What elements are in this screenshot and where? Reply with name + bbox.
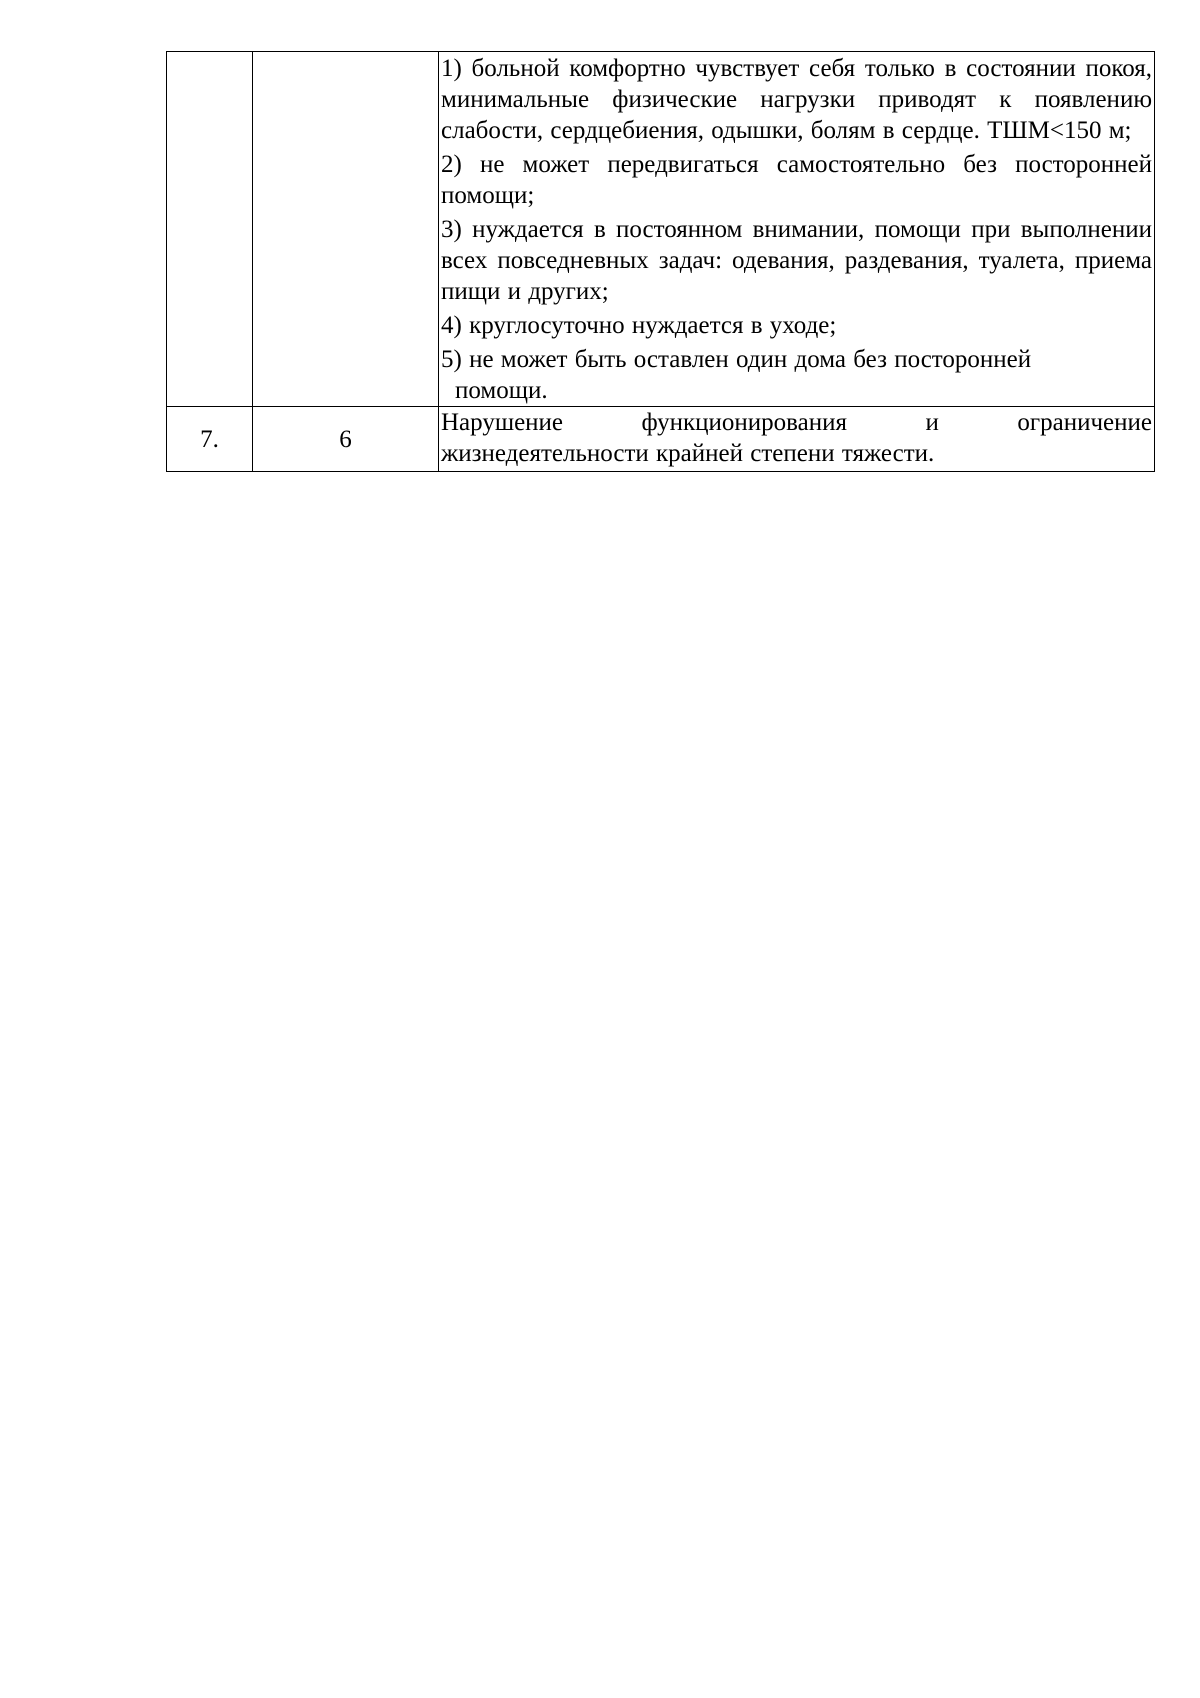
criterion-paragraph-5 [441, 344, 1152, 406]
criterion-paragraph-5-tail: помощи. [455, 377, 548, 404]
row-number-cell [167, 52, 253, 407]
description-cell [439, 407, 1155, 472]
criterion-paragraph-4: 4) круглосуточно нуждается в уходе; [441, 312, 837, 339]
row-number-cell: 7. [167, 407, 253, 472]
description-cell [439, 52, 1155, 407]
criteria-table [166, 51, 1155, 472]
criterion-paragraph-2: 2) не может передвигаться самостоятельно без посторонней помощи; [441, 151, 1152, 209]
criterion-paragraph-3: 3) нуждается в постоянном внимании, помощи при выполнении всех повседневных задач: одевания, раздевания, туалета, приема пищи и других; [441, 216, 1152, 305]
grade-cell: 6 [253, 407, 439, 472]
table-row [167, 407, 1155, 472]
grade-description: Нарушение функционирования и ограничение жизнедеятельности крайней степени тяжести. [441, 409, 1152, 467]
criterion-paragraph-1: 1) больной комфортно чувствует себя только в состоянии покоя, минимальные физические нагрузки приводят к появлению слабости, сердцебиения, одышки, болям в сердце. ТШМ<150 м; [441, 55, 1152, 144]
criterion-paragraph-5-head: 5) не может быть оставлен один дома без посторонней [441, 346, 1032, 373]
grade-cell [253, 52, 439, 407]
table-row [167, 52, 1155, 407]
